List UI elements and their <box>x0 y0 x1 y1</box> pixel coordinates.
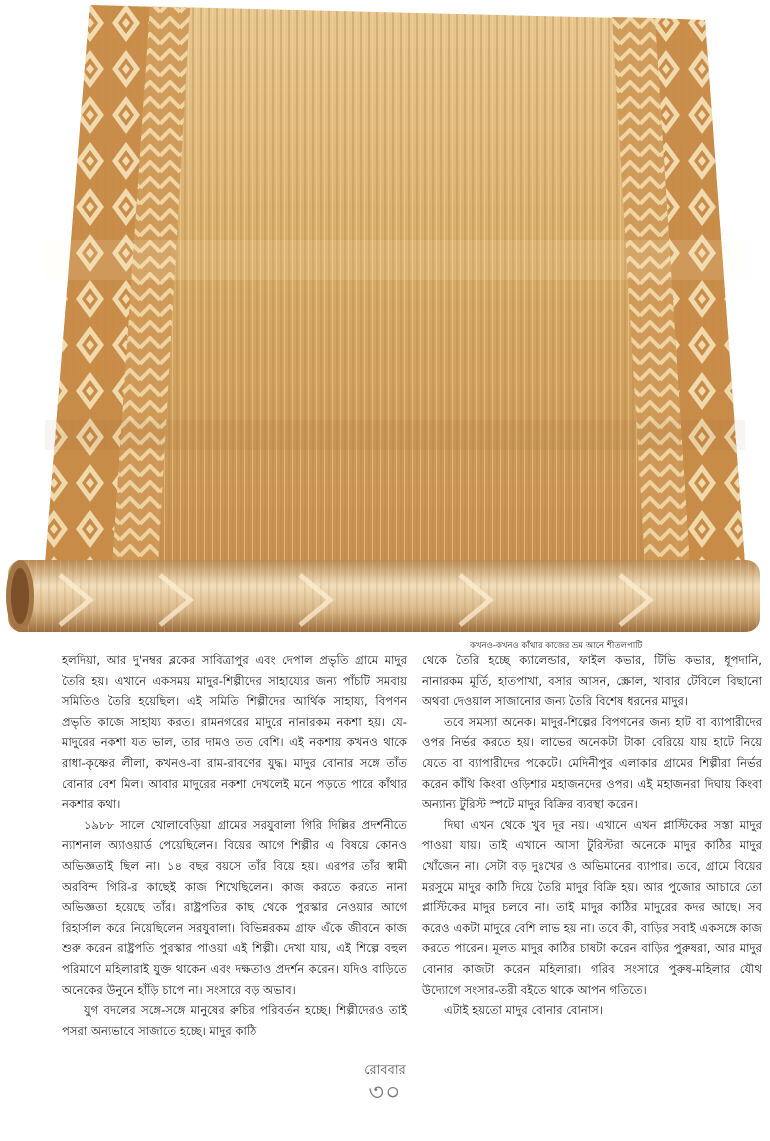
magazine-name: রোববার <box>364 1063 406 1078</box>
page-footer <box>0 1063 770 1105</box>
article-column-right <box>422 650 762 1021</box>
paragraph: হলদিয়া, আর দু'নম্বর ব্লকের সাবিত্রাপুর এবং দেপাল প্রভৃতি গ্রামে মাদুর তৈরি হয়। এখানে একসময় মাদুর-শিল্পীদের সাহায্যের জন্য পাঁচটি সমবায় সমিতিও তৈরি হয়েছিল। এই সমিতি শিল্পীদের আর্থিক সাহায্য, বিপণন প্রভৃতি কাজে সাহায্য করত। রামনগরের মাদুরে নানারকম নকশা হয়। যে-মাদুরের নকশা যত ভাল, তার দামও তত বেশি। এই নকশায় কখনও থাকে রাধা-কৃষ্ণের লীলা, কখনও-বা রাম-রাবণের যুদ্ধ। মাদুর বোনার সঙ্গে তাঁত বোনার বেশ মিল। আবার মাদুরের নকশা দেখলেই মনে পড়তে পারে কাঁথার নকশার কথা। <box>62 653 407 812</box>
photo-caption: কখনও-কখনও কাঁথার কাজের ভ্রম আনে শীতলপাটি <box>470 641 643 651</box>
article-column-left <box>62 650 407 1041</box>
page-number: ৩০ <box>368 1078 402 1106</box>
paragraph: থেকে তৈরি হচ্ছে ক্যালেন্ডার, ফাইল কভার, টিভি কভার, ধূপদানি, নানারকম মূর্তি, হাতপাখা, বসার আসন, স্ক্রোল, খাবার টেবিলে বিছানো অথবা দেওয়াল সাজানোর জন্য তৈরি বিশেষ ধরনের মাদুর। <box>422 653 762 709</box>
paragraph: দিঘা এখন থেকে খুব দূর নয়। এখানে এখন প্লাস্টিকের সস্তা মাদুর পাওয়া যায়। তাই এখানে আসা টুরিস্টরা অনেকে মাদুর কাঠির মাদুর খোঁজেন না। সেটা বড় দুঃখের ও অভিমানের ব্যাপার। তবে, গ্রামে বিয়ের মরসুমে মাদুর কাঠি দিয়ে তৈরি মাদুর বিক্রি হয়। আর পুজোর আচারে তো প্লাস্টিকের মাদুর চলবে না। তাই মাদুর কাঠির মাদুরের কদর আছে। সব করেও একটা মাদুরে বেশি লাভ হয় না। তবে কী, বাড়ির সবাই একসঙ্গে কাজ করতে পারেন। মূলত মাদুর কাঠির চাষটা করেন বাড়ির পুরুষরা, আর মাদুর বোনার কাজটা করেন মহিলারা। গরিব সংসারে পুরুষ-মহিলার যৌথ উদ্যোগে সংসার-তরী বইতে থাকে আপন গতিতে। <box>422 817 762 997</box>
paragraph: এটাই হয়তো মাদুর বোনার বোনাস। <box>444 1003 603 1018</box>
paragraph: যুগ বদলের সঙ্গে-সঙ্গে মানুষের রুচির পরিবর্তন হচ্ছে। শিল্পীদেরও তাই পসরা অন্যভাবে সাজাতে হচ্ছে। মাদুর কাঠি <box>62 1003 407 1038</box>
paragraph: তবে সমস্যা অনেক। মাদুর-শিল্পের বিপণনের জন্য হাট বা ব্যাপারীদের ওপর নির্ভর করতে হয়। লাভের অনেকটা টাকা বেরিয়ে যায় হাটে নিয়ে যেতে বা ব্যাপারীদের পকেটে। মেদিনীপুর এলাকার গ্রামের শিল্পীরা নির্ভর করেন কাঁথি কিংবা ওড়িশার মহাজনদের ওপর। এই মহাজনরা দিঘায় কিংবা অন্যান্য টুরিস্ট স্পটে মাদুর বিক্রির ব্যবস্থা করেন। <box>422 714 762 812</box>
paragraph: ১৯৮৮ সালে খোলাবেড়িয়া গ্রামের সরযুবালা গিরি দিল্লির প্রদর্শনীতে ন্যাশনাল অ্যাওয়ার্ড পেয়েছিলেন। বিয়ের আগে শিল্পীর এ বিষয়ে কোনও অভিজ্ঞতাই ছিল না। ১৪ বছর বয়সে তাঁর বিয়ে হয়। এরপর তাঁর স্বামী অরবিন্দ গিরি-র কাছেই কাজ শিখেছিলেন। কাজ করতে করতে নানা অভিজ্ঞতা হয়েছে তাঁর। রাষ্ট্রপতির কাছ থেকে পুরস্কার নেওয়ার আগে রিহার্সাল করে নিয়েছিলেন সরযুবালা। বিভিন্নরকম গ্রাফ এঁকে জীবনে কাজ শুরু করেন রাষ্ট্রপতি পুরস্কার পাওয়া এই শিল্পী। দেখা যায়, এই শিল্পে বহুল পরিমাণে মহিলারাই যুক্ত থাকেন এবং দক্ষতাও প্রদর্শন করেন। যদিও বাড়িতে অনেকের উনুনে হাঁড়ি চাপে না। সংসারে বড় অভাব। <box>62 817 407 997</box>
